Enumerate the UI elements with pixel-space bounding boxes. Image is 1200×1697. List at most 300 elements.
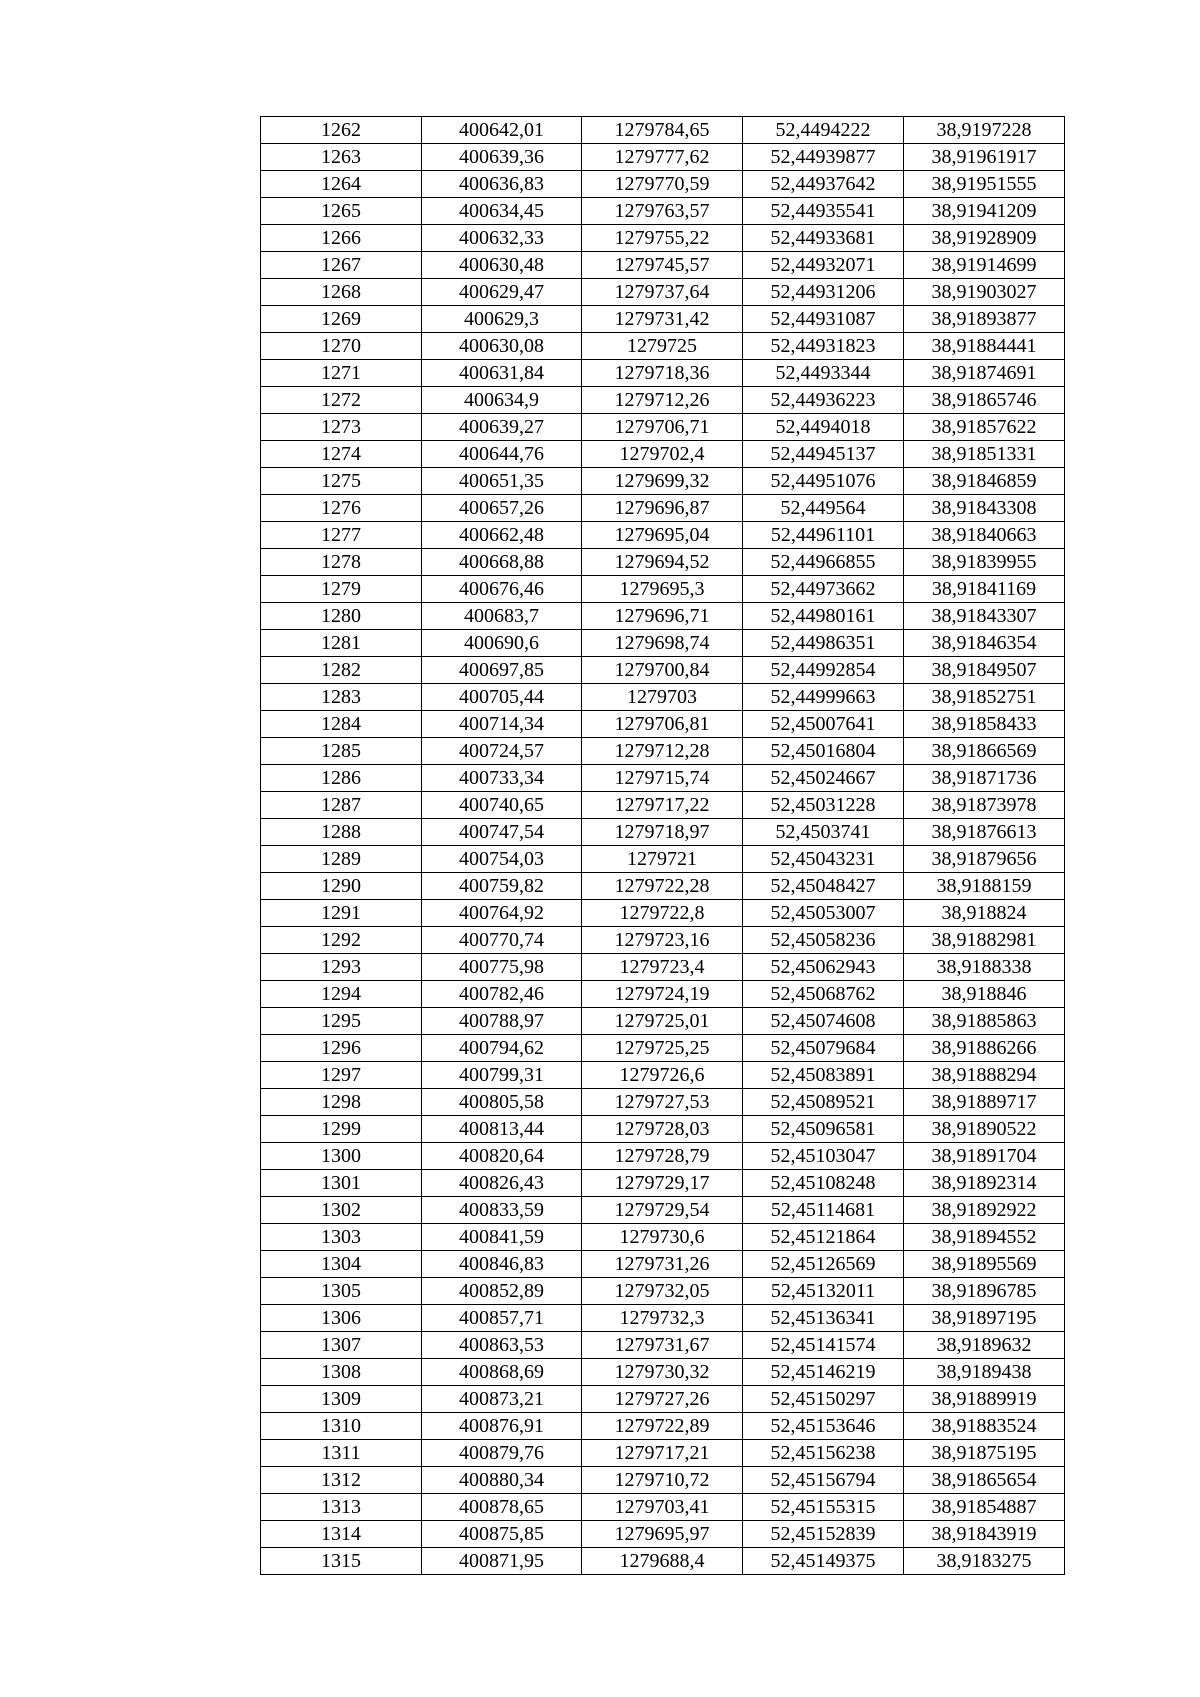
latitude-cell: 52,44935541 bbox=[743, 198, 904, 225]
x-coordinate-cell: 400770,74 bbox=[422, 927, 582, 954]
latitude-cell: 52,45048427 bbox=[743, 873, 904, 900]
longitude-cell: 38,91951555 bbox=[904, 171, 1065, 198]
point-number-cell: 1269 bbox=[261, 306, 422, 333]
point-number-cell: 1293 bbox=[261, 954, 422, 981]
y-coordinate-cell: 1279703 bbox=[582, 684, 743, 711]
x-coordinate-cell: 400878,65 bbox=[422, 1494, 582, 1521]
point-number-cell: 1296 bbox=[261, 1035, 422, 1062]
y-coordinate-cell: 1279763,57 bbox=[582, 198, 743, 225]
latitude-cell: 52,44951076 bbox=[743, 468, 904, 495]
latitude-cell: 52,44937642 bbox=[743, 171, 904, 198]
x-coordinate-cell: 400833,59 bbox=[422, 1197, 582, 1224]
point-number-cell: 1272 bbox=[261, 387, 422, 414]
x-coordinate-cell: 400799,31 bbox=[422, 1062, 582, 1089]
point-number-cell: 1313 bbox=[261, 1494, 422, 1521]
x-coordinate-cell: 400705,44 bbox=[422, 684, 582, 711]
point-number-cell: 1290 bbox=[261, 873, 422, 900]
x-coordinate-cell: 400639,27 bbox=[422, 414, 582, 441]
y-coordinate-cell: 1279721 bbox=[582, 846, 743, 873]
y-coordinate-cell: 1279731,67 bbox=[582, 1332, 743, 1359]
latitude-cell: 52,45150297 bbox=[743, 1386, 904, 1413]
y-coordinate-cell: 1279700,84 bbox=[582, 657, 743, 684]
y-coordinate-cell: 1279695,3 bbox=[582, 576, 743, 603]
y-coordinate-cell: 1279696,71 bbox=[582, 603, 743, 630]
table-row bbox=[261, 657, 1065, 684]
x-coordinate-cell: 400724,57 bbox=[422, 738, 582, 765]
point-number-cell: 1292 bbox=[261, 927, 422, 954]
point-number-cell: 1297 bbox=[261, 1062, 422, 1089]
point-number-cell: 1276 bbox=[261, 495, 422, 522]
x-coordinate-cell: 400788,97 bbox=[422, 1008, 582, 1035]
x-coordinate-cell: 400868,69 bbox=[422, 1359, 582, 1386]
coordinates-table bbox=[260, 116, 1065, 1575]
table-row bbox=[261, 1494, 1065, 1521]
longitude-cell: 38,9188159 bbox=[904, 873, 1065, 900]
y-coordinate-cell: 1279727,53 bbox=[582, 1089, 743, 1116]
table-row bbox=[261, 1089, 1065, 1116]
latitude-cell: 52,44966855 bbox=[743, 549, 904, 576]
y-coordinate-cell: 1279696,87 bbox=[582, 495, 743, 522]
longitude-cell: 38,9197228 bbox=[904, 117, 1065, 144]
point-number-cell: 1302 bbox=[261, 1197, 422, 1224]
y-coordinate-cell: 1279727,26 bbox=[582, 1386, 743, 1413]
longitude-cell: 38,91885863 bbox=[904, 1008, 1065, 1035]
y-coordinate-cell: 1279694,52 bbox=[582, 549, 743, 576]
latitude-cell: 52,44932071 bbox=[743, 252, 904, 279]
longitude-cell: 38,91876613 bbox=[904, 819, 1065, 846]
point-number-cell: 1262 bbox=[261, 117, 422, 144]
table-row bbox=[261, 1197, 1065, 1224]
longitude-cell: 38,91961917 bbox=[904, 144, 1065, 171]
table-row bbox=[261, 1359, 1065, 1386]
table-row bbox=[261, 900, 1065, 927]
latitude-cell: 52,44992854 bbox=[743, 657, 904, 684]
longitude-cell: 38,91897195 bbox=[904, 1305, 1065, 1332]
x-coordinate-cell: 400754,03 bbox=[422, 846, 582, 873]
y-coordinate-cell: 1279755,22 bbox=[582, 225, 743, 252]
y-coordinate-cell: 1279722,28 bbox=[582, 873, 743, 900]
table-row bbox=[261, 171, 1065, 198]
latitude-cell: 52,44931087 bbox=[743, 306, 904, 333]
point-number-cell: 1295 bbox=[261, 1008, 422, 1035]
longitude-cell: 38,918824 bbox=[904, 900, 1065, 927]
table-row bbox=[261, 873, 1065, 900]
latitude-cell: 52,45141574 bbox=[743, 1332, 904, 1359]
x-coordinate-cell: 400714,34 bbox=[422, 711, 582, 738]
longitude-cell: 38,9189632 bbox=[904, 1332, 1065, 1359]
table-row bbox=[261, 630, 1065, 657]
latitude-cell: 52,45103047 bbox=[743, 1143, 904, 1170]
x-coordinate-cell: 400852,89 bbox=[422, 1278, 582, 1305]
x-coordinate-cell: 400636,83 bbox=[422, 171, 582, 198]
x-coordinate-cell: 400629,47 bbox=[422, 279, 582, 306]
point-number-cell: 1280 bbox=[261, 603, 422, 630]
x-coordinate-cell: 400657,26 bbox=[422, 495, 582, 522]
y-coordinate-cell: 1279718,36 bbox=[582, 360, 743, 387]
latitude-cell: 52,44961101 bbox=[743, 522, 904, 549]
table-row bbox=[261, 1116, 1065, 1143]
table-row bbox=[261, 954, 1065, 981]
y-coordinate-cell: 1279715,74 bbox=[582, 765, 743, 792]
point-number-cell: 1268 bbox=[261, 279, 422, 306]
latitude-cell: 52,45156238 bbox=[743, 1440, 904, 1467]
table-row bbox=[261, 1332, 1065, 1359]
table-row bbox=[261, 495, 1065, 522]
x-coordinate-cell: 400775,98 bbox=[422, 954, 582, 981]
point-number-cell: 1312 bbox=[261, 1467, 422, 1494]
point-number-cell: 1271 bbox=[261, 360, 422, 387]
y-coordinate-cell: 1279698,74 bbox=[582, 630, 743, 657]
table-row bbox=[261, 252, 1065, 279]
point-number-cell: 1289 bbox=[261, 846, 422, 873]
point-number-cell: 1283 bbox=[261, 684, 422, 711]
point-number-cell: 1307 bbox=[261, 1332, 422, 1359]
latitude-cell: 52,45053007 bbox=[743, 900, 904, 927]
y-coordinate-cell: 1279712,28 bbox=[582, 738, 743, 765]
longitude-cell: 38,91840663 bbox=[904, 522, 1065, 549]
table-row bbox=[261, 1170, 1065, 1197]
latitude-cell: 52,4493344 bbox=[743, 360, 904, 387]
y-coordinate-cell: 1279784,65 bbox=[582, 117, 743, 144]
table-row bbox=[261, 441, 1065, 468]
x-coordinate-cell: 400764,92 bbox=[422, 900, 582, 927]
table-row bbox=[261, 1143, 1065, 1170]
longitude-cell: 38,91892922 bbox=[904, 1197, 1065, 1224]
y-coordinate-cell: 1279706,81 bbox=[582, 711, 743, 738]
table-row bbox=[261, 765, 1065, 792]
y-coordinate-cell: 1279730,6 bbox=[582, 1224, 743, 1251]
table-row bbox=[261, 1521, 1065, 1548]
point-number-cell: 1264 bbox=[261, 171, 422, 198]
table-row bbox=[261, 684, 1065, 711]
longitude-cell: 38,91895569 bbox=[904, 1251, 1065, 1278]
longitude-cell: 38,91941209 bbox=[904, 198, 1065, 225]
x-coordinate-cell: 400639,36 bbox=[422, 144, 582, 171]
y-coordinate-cell: 1279702,4 bbox=[582, 441, 743, 468]
longitude-cell: 38,91865746 bbox=[904, 387, 1065, 414]
table-row bbox=[261, 306, 1065, 333]
longitude-cell: 38,91883524 bbox=[904, 1413, 1065, 1440]
point-number-cell: 1308 bbox=[261, 1359, 422, 1386]
table-row bbox=[261, 738, 1065, 765]
point-number-cell: 1282 bbox=[261, 657, 422, 684]
latitude-cell: 52,45068762 bbox=[743, 981, 904, 1008]
longitude-cell: 38,91839955 bbox=[904, 549, 1065, 576]
x-coordinate-cell: 400782,46 bbox=[422, 981, 582, 1008]
point-number-cell: 1285 bbox=[261, 738, 422, 765]
table-row bbox=[261, 225, 1065, 252]
longitude-cell: 38,91893877 bbox=[904, 306, 1065, 333]
x-coordinate-cell: 400697,85 bbox=[422, 657, 582, 684]
point-number-cell: 1287 bbox=[261, 792, 422, 819]
table-row bbox=[261, 1413, 1065, 1440]
latitude-cell: 52,45153646 bbox=[743, 1413, 904, 1440]
longitude-cell: 38,91886266 bbox=[904, 1035, 1065, 1062]
table-row bbox=[261, 1305, 1065, 1332]
latitude-cell: 52,44936223 bbox=[743, 387, 904, 414]
x-coordinate-cell: 400629,3 bbox=[422, 306, 582, 333]
point-number-cell: 1300 bbox=[261, 1143, 422, 1170]
longitude-cell: 38,91928909 bbox=[904, 225, 1065, 252]
point-number-cell: 1306 bbox=[261, 1305, 422, 1332]
table-row bbox=[261, 522, 1065, 549]
table-row bbox=[261, 1386, 1065, 1413]
point-number-cell: 1291 bbox=[261, 900, 422, 927]
table-row bbox=[261, 333, 1065, 360]
x-coordinate-cell: 400630,48 bbox=[422, 252, 582, 279]
y-coordinate-cell: 1279730,32 bbox=[582, 1359, 743, 1386]
latitude-cell: 52,45121864 bbox=[743, 1224, 904, 1251]
latitude-cell: 52,45007641 bbox=[743, 711, 904, 738]
latitude-cell: 52,45083891 bbox=[743, 1062, 904, 1089]
longitude-cell: 38,91882981 bbox=[904, 927, 1065, 954]
x-coordinate-cell: 400634,45 bbox=[422, 198, 582, 225]
latitude-cell: 52,449564 bbox=[743, 495, 904, 522]
y-coordinate-cell: 1279770,59 bbox=[582, 171, 743, 198]
y-coordinate-cell: 1279777,62 bbox=[582, 144, 743, 171]
x-coordinate-cell: 400841,59 bbox=[422, 1224, 582, 1251]
y-coordinate-cell: 1279731,26 bbox=[582, 1251, 743, 1278]
longitude-cell: 38,91851331 bbox=[904, 441, 1065, 468]
x-coordinate-cell: 400875,85 bbox=[422, 1521, 582, 1548]
x-coordinate-cell: 400857,71 bbox=[422, 1305, 582, 1332]
latitude-cell: 52,44973662 bbox=[743, 576, 904, 603]
longitude-cell: 38,9188338 bbox=[904, 954, 1065, 981]
latitude-cell: 52,44999663 bbox=[743, 684, 904, 711]
latitude-cell: 52,45126569 bbox=[743, 1251, 904, 1278]
latitude-cell: 52,45058236 bbox=[743, 927, 904, 954]
point-number-cell: 1305 bbox=[261, 1278, 422, 1305]
table-row bbox=[261, 927, 1065, 954]
x-coordinate-cell: 400794,62 bbox=[422, 1035, 582, 1062]
y-coordinate-cell: 1279728,03 bbox=[582, 1116, 743, 1143]
x-coordinate-cell: 400690,6 bbox=[422, 630, 582, 657]
longitude-cell: 38,91888294 bbox=[904, 1062, 1065, 1089]
y-coordinate-cell: 1279725 bbox=[582, 333, 743, 360]
y-coordinate-cell: 1279732,05 bbox=[582, 1278, 743, 1305]
y-coordinate-cell: 1279729,17 bbox=[582, 1170, 743, 1197]
latitude-cell: 52,45096581 bbox=[743, 1116, 904, 1143]
latitude-cell: 52,45016804 bbox=[743, 738, 904, 765]
point-number-cell: 1263 bbox=[261, 144, 422, 171]
x-coordinate-cell: 400644,76 bbox=[422, 441, 582, 468]
table-row bbox=[261, 144, 1065, 171]
latitude-cell: 52,44980161 bbox=[743, 603, 904, 630]
x-coordinate-cell: 400876,91 bbox=[422, 1413, 582, 1440]
coordinates-table-body bbox=[261, 117, 1065, 1575]
longitude-cell: 38,91889919 bbox=[904, 1386, 1065, 1413]
latitude-cell: 52,45156794 bbox=[743, 1467, 904, 1494]
longitude-cell: 38,91843919 bbox=[904, 1521, 1065, 1548]
y-coordinate-cell: 1279726,6 bbox=[582, 1062, 743, 1089]
longitude-cell: 38,91858433 bbox=[904, 711, 1065, 738]
table-row bbox=[261, 1224, 1065, 1251]
latitude-cell: 52,45132011 bbox=[743, 1278, 904, 1305]
y-coordinate-cell: 1279695,97 bbox=[582, 1521, 743, 1548]
x-coordinate-cell: 400871,95 bbox=[422, 1548, 582, 1575]
longitude-cell: 38,91896785 bbox=[904, 1278, 1065, 1305]
longitude-cell: 38,91894552 bbox=[904, 1224, 1065, 1251]
y-coordinate-cell: 1279688,4 bbox=[582, 1548, 743, 1575]
point-number-cell: 1314 bbox=[261, 1521, 422, 1548]
x-coordinate-cell: 400813,44 bbox=[422, 1116, 582, 1143]
point-number-cell: 1275 bbox=[261, 468, 422, 495]
table-row bbox=[261, 576, 1065, 603]
longitude-cell: 38,91874691 bbox=[904, 360, 1065, 387]
y-coordinate-cell: 1279703,41 bbox=[582, 1494, 743, 1521]
point-number-cell: 1286 bbox=[261, 765, 422, 792]
x-coordinate-cell: 400662,48 bbox=[422, 522, 582, 549]
point-number-cell: 1315 bbox=[261, 1548, 422, 1575]
longitude-cell: 38,91892314 bbox=[904, 1170, 1065, 1197]
longitude-cell: 38,91914699 bbox=[904, 252, 1065, 279]
point-number-cell: 1294 bbox=[261, 981, 422, 1008]
point-number-cell: 1288 bbox=[261, 819, 422, 846]
longitude-cell: 38,91841169 bbox=[904, 576, 1065, 603]
y-coordinate-cell: 1279725,25 bbox=[582, 1035, 743, 1062]
longitude-cell: 38,91890522 bbox=[904, 1116, 1065, 1143]
longitude-cell: 38,91854887 bbox=[904, 1494, 1065, 1521]
table-row bbox=[261, 711, 1065, 738]
x-coordinate-cell: 400805,58 bbox=[422, 1089, 582, 1116]
x-coordinate-cell: 400820,64 bbox=[422, 1143, 582, 1170]
latitude-cell: 52,44931823 bbox=[743, 333, 904, 360]
point-number-cell: 1277 bbox=[261, 522, 422, 549]
latitude-cell: 52,45152839 bbox=[743, 1521, 904, 1548]
y-coordinate-cell: 1279722,8 bbox=[582, 900, 743, 927]
x-coordinate-cell: 400846,83 bbox=[422, 1251, 582, 1278]
point-number-cell: 1270 bbox=[261, 333, 422, 360]
point-number-cell: 1273 bbox=[261, 414, 422, 441]
table-row bbox=[261, 1062, 1065, 1089]
y-coordinate-cell: 1279723,4 bbox=[582, 954, 743, 981]
table-row bbox=[261, 1440, 1065, 1467]
longitude-cell: 38,9183275 bbox=[904, 1548, 1065, 1575]
table-row bbox=[261, 1548, 1065, 1575]
table-row bbox=[261, 1251, 1065, 1278]
longitude-cell: 38,91843307 bbox=[904, 603, 1065, 630]
longitude-cell: 38,91843308 bbox=[904, 495, 1065, 522]
x-coordinate-cell: 400880,34 bbox=[422, 1467, 582, 1494]
x-coordinate-cell: 400630,08 bbox=[422, 333, 582, 360]
table-row bbox=[261, 117, 1065, 144]
table-row bbox=[261, 549, 1065, 576]
point-number-cell: 1266 bbox=[261, 225, 422, 252]
latitude-cell: 52,45031228 bbox=[743, 792, 904, 819]
latitude-cell: 52,45043231 bbox=[743, 846, 904, 873]
table-row bbox=[261, 792, 1065, 819]
latitude-cell: 52,44945137 bbox=[743, 441, 904, 468]
x-coordinate-cell: 400683,7 bbox=[422, 603, 582, 630]
y-coordinate-cell: 1279729,54 bbox=[582, 1197, 743, 1224]
y-coordinate-cell: 1279723,16 bbox=[582, 927, 743, 954]
x-coordinate-cell: 400826,43 bbox=[422, 1170, 582, 1197]
latitude-cell: 52,44933681 bbox=[743, 225, 904, 252]
table-row bbox=[261, 468, 1065, 495]
y-coordinate-cell: 1279737,64 bbox=[582, 279, 743, 306]
x-coordinate-cell: 400863,53 bbox=[422, 1332, 582, 1359]
point-number-cell: 1267 bbox=[261, 252, 422, 279]
y-coordinate-cell: 1279706,71 bbox=[582, 414, 743, 441]
y-coordinate-cell: 1279725,01 bbox=[582, 1008, 743, 1035]
table-row bbox=[261, 360, 1065, 387]
x-coordinate-cell: 400632,33 bbox=[422, 225, 582, 252]
x-coordinate-cell: 400642,01 bbox=[422, 117, 582, 144]
table-row bbox=[261, 414, 1065, 441]
latitude-cell: 52,45146219 bbox=[743, 1359, 904, 1386]
point-number-cell: 1284 bbox=[261, 711, 422, 738]
longitude-cell: 38,91849507 bbox=[904, 657, 1065, 684]
latitude-cell: 52,4494018 bbox=[743, 414, 904, 441]
y-coordinate-cell: 1279717,22 bbox=[582, 792, 743, 819]
point-number-cell: 1299 bbox=[261, 1116, 422, 1143]
x-coordinate-cell: 400879,76 bbox=[422, 1440, 582, 1467]
latitude-cell: 52,45089521 bbox=[743, 1089, 904, 1116]
y-coordinate-cell: 1279722,89 bbox=[582, 1413, 743, 1440]
x-coordinate-cell: 400676,46 bbox=[422, 576, 582, 603]
table-row bbox=[261, 279, 1065, 306]
y-coordinate-cell: 1279718,97 bbox=[582, 819, 743, 846]
point-number-cell: 1311 bbox=[261, 1440, 422, 1467]
table-row bbox=[261, 819, 1065, 846]
longitude-cell: 38,91879656 bbox=[904, 846, 1065, 873]
latitude-cell: 52,45136341 bbox=[743, 1305, 904, 1332]
y-coordinate-cell: 1279728,79 bbox=[582, 1143, 743, 1170]
point-number-cell: 1304 bbox=[261, 1251, 422, 1278]
point-number-cell: 1309 bbox=[261, 1386, 422, 1413]
point-number-cell: 1279 bbox=[261, 576, 422, 603]
latitude-cell: 52,45114681 bbox=[743, 1197, 904, 1224]
point-number-cell: 1310 bbox=[261, 1413, 422, 1440]
longitude-cell: 38,91846354 bbox=[904, 630, 1065, 657]
longitude-cell: 38,91891704 bbox=[904, 1143, 1065, 1170]
x-coordinate-cell: 400634,9 bbox=[422, 387, 582, 414]
latitude-cell: 52,4503741 bbox=[743, 819, 904, 846]
table-row bbox=[261, 1035, 1065, 1062]
table-row bbox=[261, 981, 1065, 1008]
point-number-cell: 1281 bbox=[261, 630, 422, 657]
table-row bbox=[261, 846, 1065, 873]
latitude-cell: 52,45074608 bbox=[743, 1008, 904, 1035]
latitude-cell: 52,45155315 bbox=[743, 1494, 904, 1521]
longitude-cell: 38,91846859 bbox=[904, 468, 1065, 495]
latitude-cell: 52,44931206 bbox=[743, 279, 904, 306]
point-number-cell: 1274 bbox=[261, 441, 422, 468]
x-coordinate-cell: 400631,84 bbox=[422, 360, 582, 387]
longitude-cell: 38,91871736 bbox=[904, 765, 1065, 792]
y-coordinate-cell: 1279731,42 bbox=[582, 306, 743, 333]
longitude-cell: 38,91857622 bbox=[904, 414, 1065, 441]
longitude-cell: 38,91903027 bbox=[904, 279, 1065, 306]
point-number-cell: 1265 bbox=[261, 198, 422, 225]
x-coordinate-cell: 400747,54 bbox=[422, 819, 582, 846]
longitude-cell: 38,918846 bbox=[904, 981, 1065, 1008]
y-coordinate-cell: 1279712,26 bbox=[582, 387, 743, 414]
point-number-cell: 1301 bbox=[261, 1170, 422, 1197]
longitude-cell: 38,91875195 bbox=[904, 1440, 1065, 1467]
y-coordinate-cell: 1279724,19 bbox=[582, 981, 743, 1008]
longitude-cell: 38,91873978 bbox=[904, 792, 1065, 819]
latitude-cell: 52,45079684 bbox=[743, 1035, 904, 1062]
longitude-cell: 38,91852751 bbox=[904, 684, 1065, 711]
table-row bbox=[261, 1467, 1065, 1494]
longitude-cell: 38,91866569 bbox=[904, 738, 1065, 765]
y-coordinate-cell: 1279732,3 bbox=[582, 1305, 743, 1332]
x-coordinate-cell: 400740,65 bbox=[422, 792, 582, 819]
x-coordinate-cell: 400651,35 bbox=[422, 468, 582, 495]
point-number-cell: 1278 bbox=[261, 549, 422, 576]
y-coordinate-cell: 1279745,57 bbox=[582, 252, 743, 279]
